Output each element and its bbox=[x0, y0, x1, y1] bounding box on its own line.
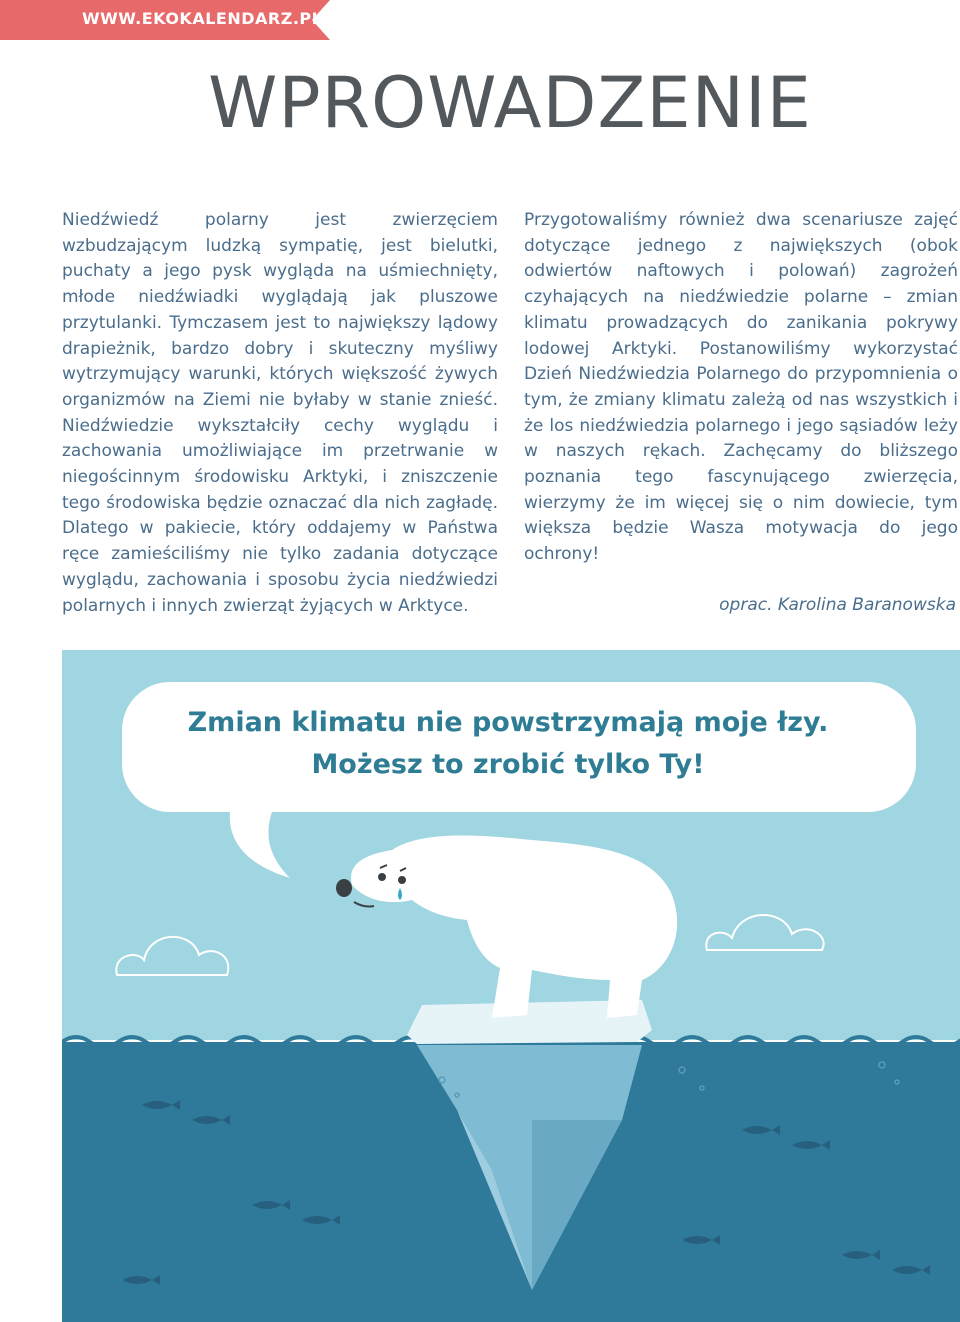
bear-nose bbox=[336, 879, 352, 897]
speech-line-1: Zmian klimatu nie powstrzymają moje łzy. bbox=[187, 707, 829, 738]
website-link[interactable]: WWW.EKOKALENDARZ.PL bbox=[82, 9, 323, 28]
speech-line-2: Możesz to zrobić tylko Ty! bbox=[311, 749, 705, 780]
intro-right-column bbox=[524, 208, 958, 568]
intro-left-paragraph: Niedźwiedź polarny jest zwierzęciem wzbudzającym ludzką sympatię, jest bielutki, puchaty a jego pysk wygląda na uśmiechnięty, młode niedźwiadki wyglądają jak pluszowe przytulanki. Tymczasem jest to największy lądowy drapieżnik, bardzo dobry i skuteczny myśliwy wytrzymujący warunki, których większość żywych organizmów na Ziemi nie byłaby w stanie znieść. Niedźwiedzie wykształciły cechy wyglądu i zachowania umożliwiające im przetrwanie w niegościnnym środowisku Arktyki, i zniszczenie tego środowiska będzie oznaczać dla nich zagładę. Dlatego w pakiecie, który oddajemy w Państwa ręce zamieściliśmy nie tylko zadania dotyczące wyglądu, zachowania i sposobu życia niedźwiedzi polarnych i innych zwierząt żyjących w Arktyce. bbox=[62, 210, 498, 616]
author-signature: oprac. Karolina Baranowska bbox=[719, 595, 956, 615]
header-ribbon bbox=[0, 0, 330, 40]
bear-eye bbox=[378, 873, 386, 881]
intro-right-paragraph: Przygotowaliśmy również dwa scenariusze zajęć dotyczące jednego z największych (obok odwiertów naftowych i polowań) zagrożeń czyhających na niedźwiedzie polarne – zmian klimatu prowadzących do zanikania pokrywy lodowej Arktyki. Postanowiliśmy wykorzystać Dzień Niedźwiedzia Polarnego do przypomnienia o tym, że zmiany klimatu zależą od nas wszystkich i że los niedźwiedzia polarnego i jego sąsiadów leży w naszych rękach. Zachęcamy do bliższego poznania tego fascynującego zwierzęcia, wierzymy że im więcej się o nim dowiecie, tym większa będzie Wasza motywacja do jego ochrony! bbox=[524, 210, 958, 565]
bear-eye bbox=[398, 876, 406, 884]
intro-left-column bbox=[62, 208, 498, 619]
page-title: WPROWADZENIE bbox=[208, 62, 812, 144]
speech-bubble-text bbox=[62, 702, 954, 786]
